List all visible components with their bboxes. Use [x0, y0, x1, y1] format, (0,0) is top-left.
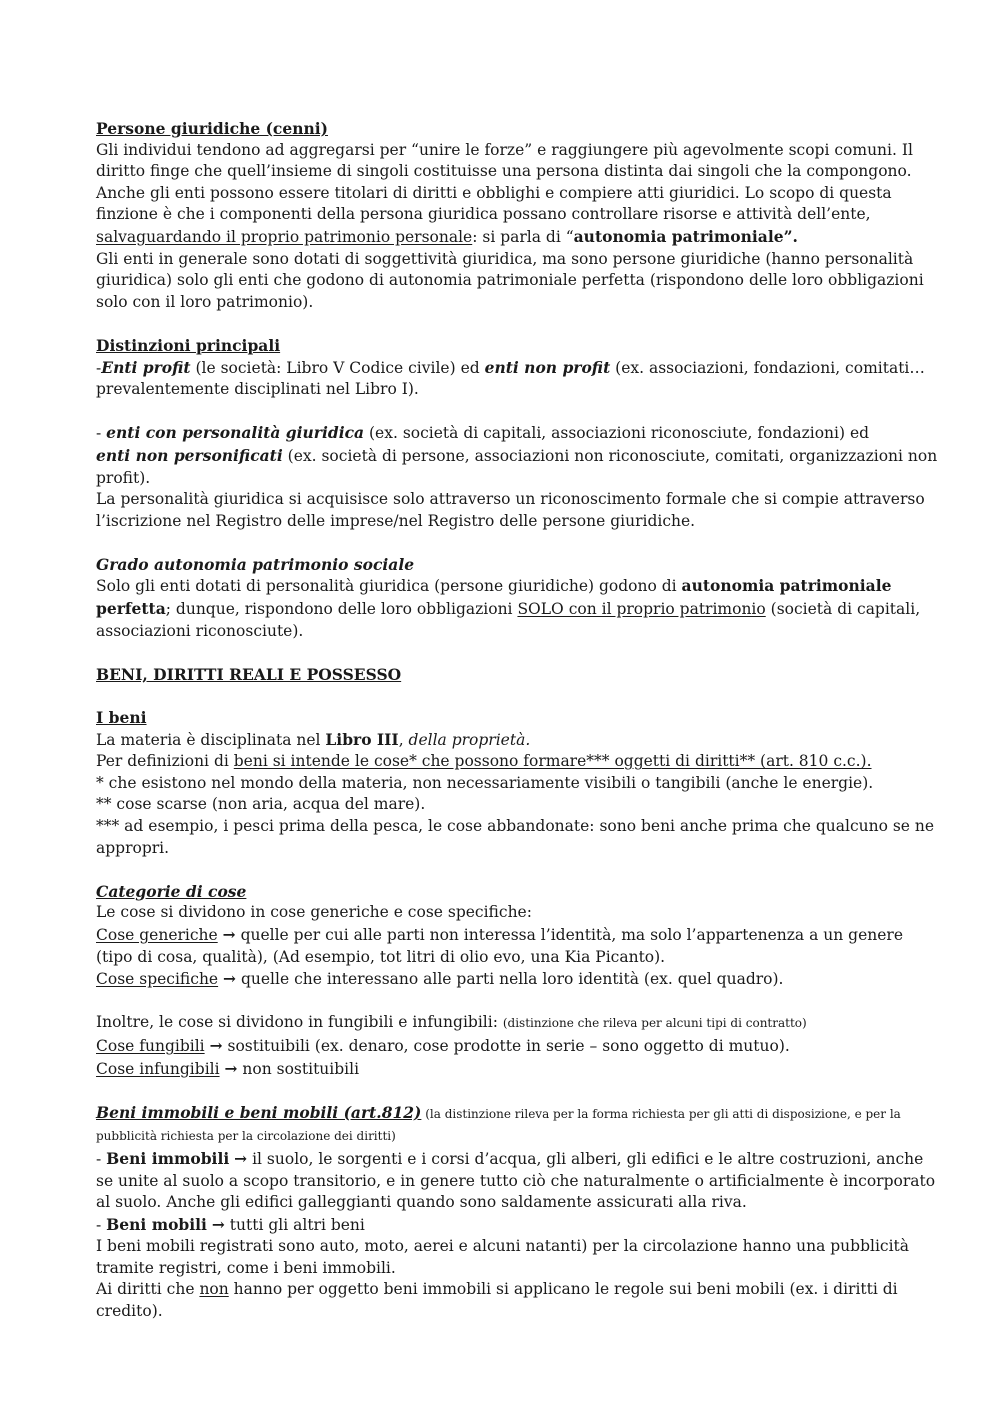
underlined-text: SOLO con il proprio patrimonio [517, 600, 766, 619]
text: Inoltre, le cose si dividono in fungibili e infungibili: [96, 1013, 503, 1032]
paragraph [96, 1058, 940, 1081]
text: (le società: Libro V Codice civile) ed [190, 358, 485, 377]
paragraph [96, 357, 940, 401]
text: (ex. società di persone, associazioni non riconosciute, comitati, organizzazioni non profit). [96, 446, 938, 487]
underlined-text: salvaguardando il proprio patrimonio personale [96, 227, 473, 246]
text: - [96, 358, 102, 377]
term: enti non personificati [96, 445, 283, 465]
bold-text: Beni immobili [106, 1148, 230, 1168]
text: - [96, 424, 107, 443]
paragraph: I beni mobili registrati sono auto, moto, aerei e alcuni natanti) per la circolazione hanno una pubblicità tramite registri, come i beni immobili. [96, 1237, 910, 1277]
underlined-text: non [199, 1280, 229, 1299]
text: (ex. associazioni, fondazioni, comitati… prevalentemente disciplinati nel Libro I). [96, 358, 925, 399]
text: La materia è disciplinata nel [96, 730, 326, 749]
text: Gli individui tendono ad aggregarsi per “unire le forze” e raggiungere più agevolmente scopi comuni. Il diritto finge che quell’insieme di singoli costituisse una persona distinta dai singoli che la compongono. Anche gli enti possono essere titolari di diritti e obblighi e compiere atti giuridici. Lo scopo di questa finzione è che i componenti della persona giuridica possano controllare risorse e attività dell’ente, [96, 140, 913, 224]
bold-text: autonomia patrimoniale”. [573, 226, 798, 246]
italic-text: della proprietà. [408, 730, 531, 749]
paragraph [96, 751, 940, 773]
text: quelle che interessano alle parti nella loro identità (ex. quel quadro). [236, 970, 784, 989]
text: hanno per oggetto beni immobili si applicano le regole sui beni mobili (ex. i diritti di credito). [96, 1280, 898, 1321]
arrow-icon: → [224, 1058, 238, 1078]
footnote-line: * che esistono nel mondo della materia, non necessariamente visibili o tangibili (anche le energie). [96, 773, 874, 792]
underlined-text: beni si intende le cose* che possono formare*** oggetti di diritti** (art. 810 c.c.). [233, 752, 872, 771]
text: - [96, 1215, 107, 1234]
text: tutti gli altri beni [224, 1215, 365, 1234]
paragraph [96, 924, 940, 968]
text: ; dunque, rispondono delle loro obbligazioni [165, 600, 518, 619]
section-title-distinzioni: Distinzioni principali [96, 335, 281, 355]
paragraph [96, 422, 940, 489]
underlined-text: Cose specifiche [96, 970, 219, 989]
term: Enti profit [101, 357, 191, 377]
underlined-text: Cose infungibili [96, 1059, 220, 1078]
text: sostituibili (ex. denaro, cose prodotte in serie – sono oggetto di mutuo). [222, 1036, 790, 1055]
footnote-line: ** cose scarse (non aria, acqua del mare). [96, 795, 426, 814]
arrow-icon: → [234, 1148, 248, 1168]
arrow-icon: → [223, 969, 237, 989]
section-title-beni: I beni [96, 708, 147, 728]
chapter-heading: BENI, DIRITTI REALI E POSSESSO [96, 664, 402, 684]
text: quelle per cui alle parti non interessa l’identità, ma solo l’appartenenza a un genere (tipo di cosa, qualità), (Ad esempio, tot litri di olio evo, una Kia Picanto). [96, 925, 903, 966]
paragraph [96, 1035, 940, 1058]
text: (ex. società di capitali, associazioni riconosciute, fondazioni) ed [364, 424, 870, 443]
text: Solo gli enti dotati di personalità giuridica (persone giuridiche) godono di [96, 577, 682, 596]
paragraph [96, 1102, 940, 1148]
paragraph: La personalità giuridica si acquisisce solo attraverso un riconoscimento formale che si compie attraverso l’iscrizione nel Registro delle imprese/nel Registro delle persone giuridiche. [96, 490, 925, 530]
bold-text: autonomia patrimoniale perfetta [96, 576, 892, 619]
section-title-persone-giuridiche: Persone giuridiche (cenni) [96, 119, 328, 138]
arrow-icon: → [209, 1035, 223, 1055]
term: enti con personalità giuridica [106, 423, 365, 443]
footnote-line: *** ad esempio, i pesci prima della pesca, le cose abbandonate: sono beni anche prima che qualcuno se ne appropri. [96, 817, 935, 857]
text: - [96, 1149, 107, 1168]
arrow-icon: → [211, 1214, 225, 1234]
paragraph [96, 1279, 940, 1322]
text: Ai diritti che [96, 1280, 200, 1299]
term: enti non profit [484, 357, 611, 377]
paragraph: Gli enti in generale sono dotati di soggettività giuridica, ma sono persone giuridiche (hanno personalità giuridica) solo gli enti che godono di autonomia patrimoniale perfetta (rispondono delle loro obbligazioni solo con il loro patrimonio). [96, 249, 924, 311]
bold-text: Libro III [325, 729, 399, 749]
text: non sostituibili [237, 1059, 360, 1078]
paragraph [96, 1148, 940, 1214]
subsection-title-immobili: Beni immobili e beni mobili (art.812) [96, 1102, 422, 1122]
bold-text: Beni mobili [106, 1214, 207, 1234]
arrow-icon: → [222, 924, 236, 944]
underlined-text: Cose generiche [96, 925, 218, 944]
paragraph [96, 575, 940, 642]
small-note: (la distinzione rileva per la forma richiesta per gli atti di disposizione, e per la pubblicità richiesta per la circolazione dei diritti) [96, 1106, 901, 1144]
underlined-text: Cose fungibili [96, 1036, 205, 1055]
text: : si parla di “ [472, 227, 574, 246]
text: il suolo, le sorgenti e i corsi d’acqua, gli alberi, gli edifici e le altre costruzioni, anche se unite al suolo a scopo transitorio, e in genere tutto ciò che naturalmente o artificialmente è incorporato al suolo. Anche gli edifici galleggianti quando sono saldamente assicurati alla riva. [96, 1149, 936, 1212]
text: (società di capitali, associazioni riconosciute). [96, 600, 921, 640]
paragraph: Le cose si dividono in cose generiche e cose specifiche: [96, 903, 532, 922]
small-note: (distinzione che rileva per alcuni tipi di contratto) [502, 1016, 807, 1031]
paragraph [96, 1214, 940, 1237]
text: , [398, 730, 409, 749]
text: Per definizioni di [96, 752, 234, 771]
paragraph [96, 968, 940, 991]
paragraph [96, 140, 940, 249]
subsection-title-grado: Grado autonomia patrimonio sociale [96, 554, 415, 574]
paragraph [96, 1012, 940, 1035]
subsection-title-categorie: Categorie di cose [96, 881, 247, 901]
paragraph [96, 729, 940, 752]
